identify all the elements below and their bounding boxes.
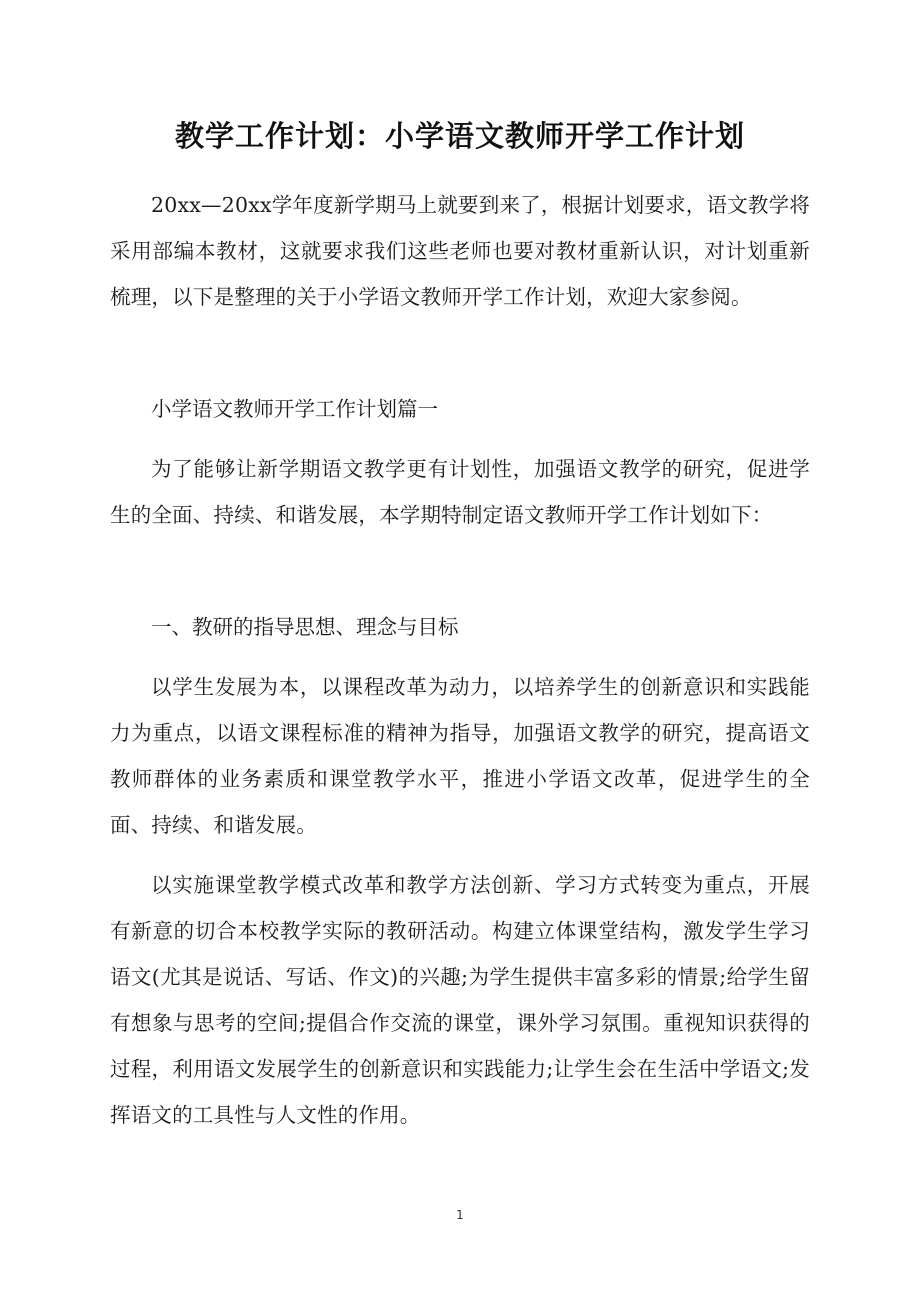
body-paragraph-2: 以实施课堂教学模式改革和教学方法创新、学习方式转变为重点，开展有新意的切合本校教学实际的教研活动。构建立体课堂结构，激发学生学习语文(尤其是说话、写话、作文)的兴趣;为学生提供丰富多彩的情景;给学生留有想象与思考的空间;提倡合作交流的课堂，课外学习氛围。重视知识获得的过程，利用语文发展学生的创新意识和实践能力;让学生会在生活中学语文;发挥语文的工具性与人文性的作用。 bbox=[110, 873, 810, 1127]
body-paragraph-1: 以学生发展为本，以课程改革为动力，以培养学生的创新意识和实践能力为重点，以语文课程标准的精神为指导，加强语文教学的研究，提高语文教师群体的业务素质和课堂教学水平，推进小学语文改革，促进学生的全面、持续、和谐发展。 bbox=[110, 675, 810, 837]
intro-paragraph: 20xx—20xx学年度新学期马上就要到来了，根据计划要求，语文教学将采用部编本教材，这就要求我们这些老师也要对教材重新认识，对计划重新梳理，以下是整理的关于小学语文教师开学工作计划，欢迎大家参阅。 bbox=[110, 193, 810, 309]
document-title: 教学工作计划：小学语文教师开学工作计划 bbox=[174, 119, 745, 153]
section-title: 小学语文教师开学工作计划篇一 bbox=[151, 397, 438, 421]
page-number: 1 bbox=[456, 1208, 464, 1222]
document-body bbox=[110, 112, 810, 1152]
heading-guiding-ideas: 一、教研的指导思想、理念与目标 bbox=[151, 615, 459, 639]
section-intro-paragraph: 为了能够让新学期语文教学更有计划性，加强语文教学的研究，促进学生的全面、持续、和谐发展，本学期特制定语文教师开学工作计划如下： bbox=[110, 457, 810, 527]
